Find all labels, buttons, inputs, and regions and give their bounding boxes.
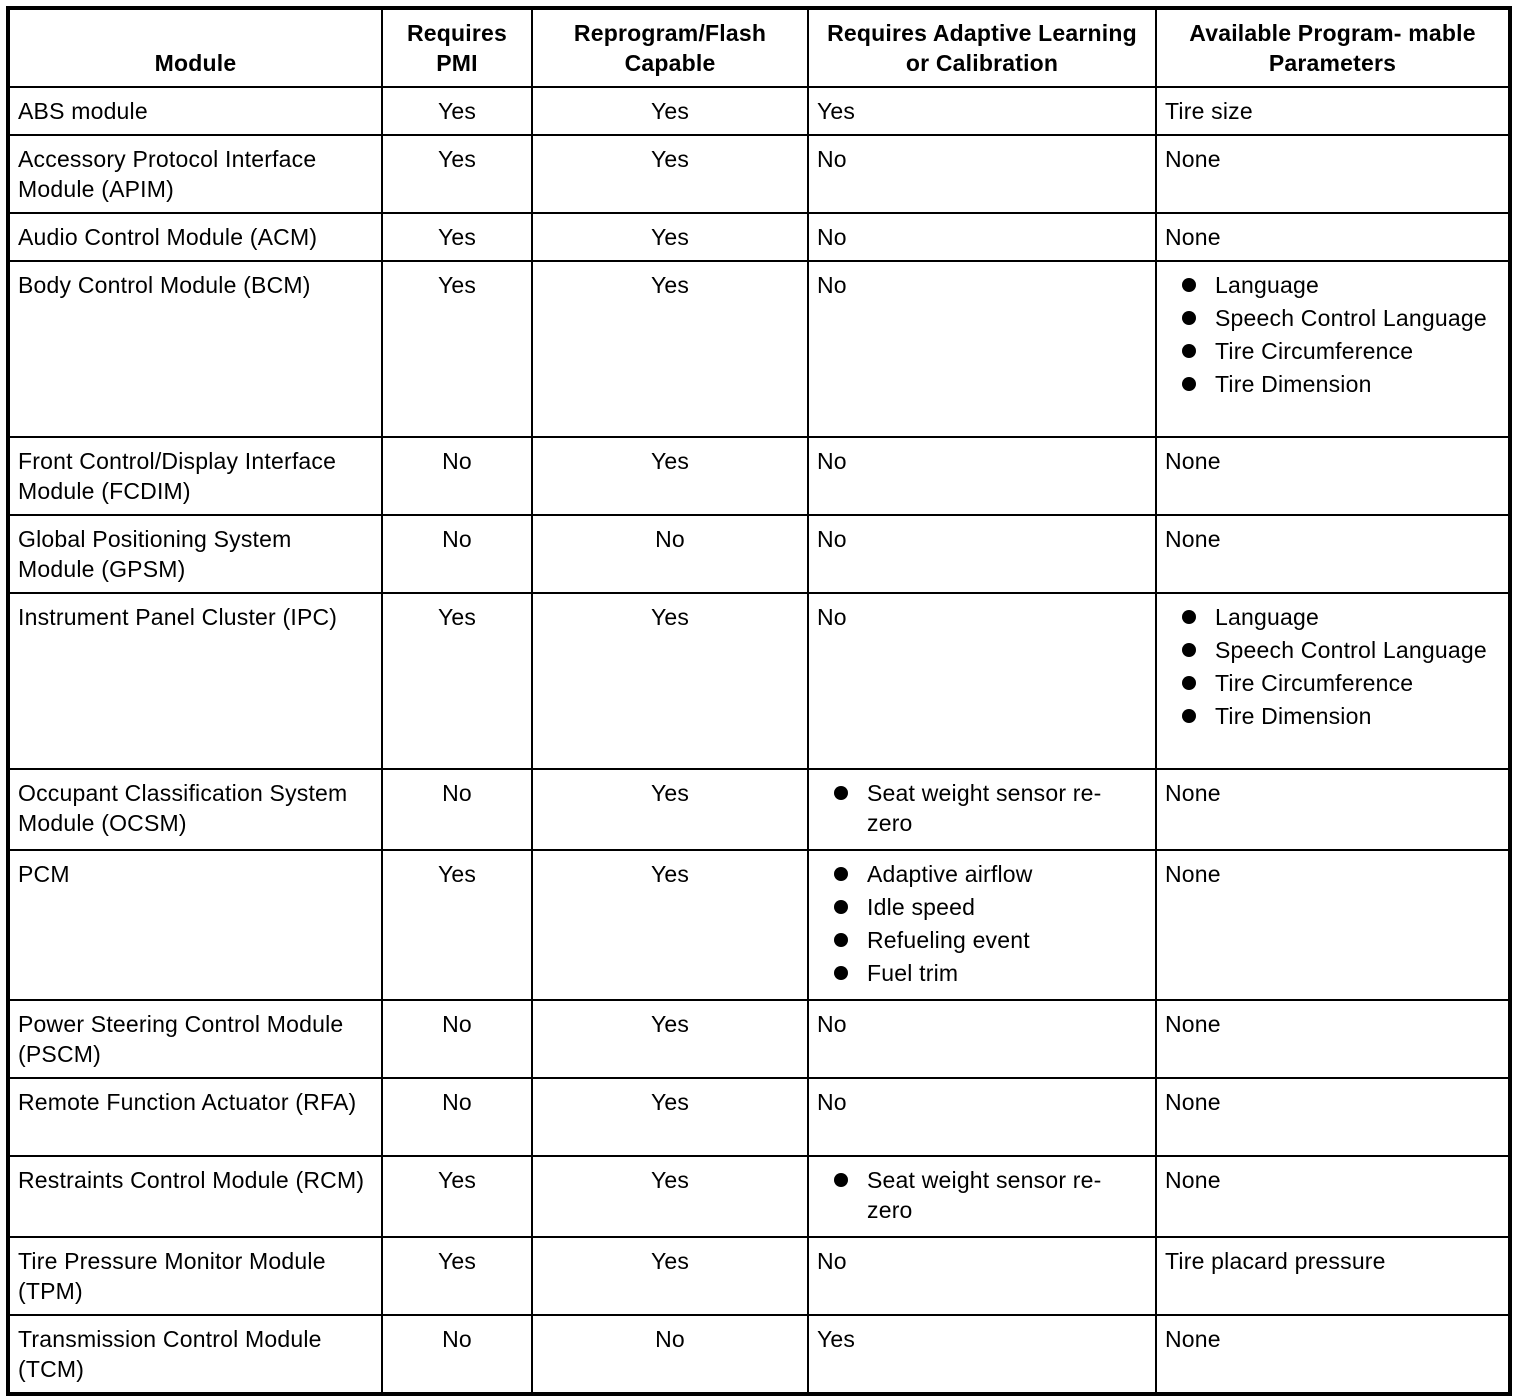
cell-reprogram-flash: Yes	[532, 437, 808, 515]
cell-module: Audio Control Module (ACM)	[8, 213, 382, 261]
cell-adaptive-learning: No	[808, 1078, 1156, 1156]
cell-requires-pmi: Yes	[382, 87, 532, 135]
cell-adaptive-learning: No	[808, 593, 1156, 769]
table-row	[8, 213, 1510, 261]
cell-requires-pmi: No	[382, 437, 532, 515]
cell-requires-pmi: Yes	[382, 593, 532, 769]
cell-requires-pmi: Yes	[382, 213, 532, 261]
cell-reprogram-flash: Yes	[532, 87, 808, 135]
header-requires-pmi-line: Requires	[406, 20, 508, 46]
bullet-item: Adaptive airflow	[817, 859, 1147, 889]
cell-requires-pmi: Yes	[382, 1156, 532, 1237]
cell-adaptive-learning: No	[808, 1237, 1156, 1315]
cell-requires-pmi: Yes	[382, 1237, 532, 1315]
header-programmable-parameters	[1156, 8, 1510, 87]
bullet-item: Tire Circumference	[1165, 336, 1500, 366]
table-row	[8, 769, 1510, 850]
cell-reprogram-flash: Yes	[532, 1078, 808, 1156]
cell-programmable-parameters: Tire placard pressure	[1156, 1237, 1510, 1315]
cell-adaptive-learning: No	[808, 515, 1156, 593]
cell-module: Global Positioning System Module (GPSM)	[8, 515, 382, 593]
table-body	[8, 87, 1510, 1394]
cell-programmable-parameters: None	[1156, 1156, 1510, 1237]
table-row	[8, 515, 1510, 593]
cell-programmable-parameters: None	[1156, 437, 1510, 515]
cell-reprogram-flash: Yes	[532, 135, 808, 213]
cell-module: Body Control Module (BCM)	[8, 261, 382, 437]
cell-adaptive-learning: No	[808, 213, 1156, 261]
cell-programmable-parameters-list	[1165, 602, 1500, 731]
cell-module: Remote Function Actuator (RFA)	[8, 1078, 382, 1156]
cell-reprogram-flash: No	[532, 515, 808, 593]
bullet-item: Tire Dimension	[1165, 369, 1500, 399]
cell-adaptive-learning: No	[808, 1000, 1156, 1078]
cell-programmable-parameters: None	[1156, 1315, 1510, 1394]
cell-reprogram-flash: Yes	[532, 213, 808, 261]
bullet-item: Refueling event	[817, 925, 1147, 955]
cell-adaptive-learning-list	[817, 778, 1147, 838]
header-reprogram-flash-line: Capable	[624, 50, 716, 76]
cell-module: Instrument Panel Cluster (IPC)	[8, 593, 382, 769]
cell-requires-pmi: Yes	[382, 261, 532, 437]
table-row	[8, 1237, 1510, 1315]
bullet-item: Language	[1165, 270, 1500, 300]
table-row	[8, 135, 1510, 213]
bullet-item: Tire Circumference	[1165, 668, 1500, 698]
cell-module: Accessory Protocol Interface Module (APIM)	[8, 135, 382, 213]
bullet-item: Speech Control Language	[1165, 303, 1500, 333]
cell-requires-pmi: No	[382, 769, 532, 850]
module-programming-table	[6, 6, 1512, 1396]
header-reprogram-flash	[532, 8, 808, 87]
cell-programmable-parameters	[1156, 261, 1510, 437]
cell-programmable-parameters: None	[1156, 1000, 1510, 1078]
table-row	[8, 850, 1510, 1000]
cell-programmable-parameters: None	[1156, 850, 1510, 1000]
bullet-item: Idle speed	[817, 892, 1147, 922]
cell-adaptive-learning	[808, 769, 1156, 850]
cell-requires-pmi: No	[382, 1078, 532, 1156]
bullet-item: Speech Control Language	[1165, 635, 1500, 665]
header-programmable-parameters-line: Parameters	[1268, 50, 1397, 76]
cell-module: Front Control/Display Interface Module (FCDIM)	[8, 437, 382, 515]
cell-adaptive-learning: No	[808, 437, 1156, 515]
cell-reprogram-flash: Yes	[532, 261, 808, 437]
cell-adaptive-learning: No	[808, 261, 1156, 437]
cell-programmable-parameters: Tire size	[1156, 87, 1510, 135]
cell-adaptive-learning: No	[808, 135, 1156, 213]
cell-requires-pmi: Yes	[382, 850, 532, 1000]
cell-programmable-parameters: None	[1156, 213, 1510, 261]
cell-programmable-parameters: None	[1156, 1078, 1510, 1156]
cell-adaptive-learning-list	[817, 859, 1147, 988]
cell-programmable-parameters: None	[1156, 515, 1510, 593]
bullet-item: Language	[1165, 602, 1500, 632]
bullet-item: Seat weight sensor re-zero	[817, 778, 1147, 838]
cell-module: Transmission Control Module (TCM)	[8, 1315, 382, 1394]
cell-adaptive-learning-list	[817, 1165, 1147, 1225]
cell-adaptive-learning	[808, 850, 1156, 1000]
header-programmable-parameters-line: Available Program- mable	[1189, 20, 1476, 46]
table-row	[8, 593, 1510, 769]
table-row	[8, 437, 1510, 515]
table-row	[8, 1156, 1510, 1237]
cell-module: Occupant Classification System Module (OCSM)	[8, 769, 382, 850]
cell-reprogram-flash: Yes	[532, 1156, 808, 1237]
cell-adaptive-learning: Yes	[808, 87, 1156, 135]
header-module-line: Module	[154, 50, 237, 76]
header-adaptive-learning-line: or Calibration	[905, 50, 1059, 76]
cell-adaptive-learning: Yes	[808, 1315, 1156, 1394]
bullet-item: Fuel trim	[817, 958, 1147, 988]
cell-reprogram-flash: Yes	[532, 593, 808, 769]
cell-module: ABS module	[8, 87, 382, 135]
cell-reprogram-flash: Yes	[532, 850, 808, 1000]
table-header	[8, 8, 1510, 87]
cell-reprogram-flash: Yes	[532, 1000, 808, 1078]
cell-programmable-parameters-list	[1165, 270, 1500, 399]
table-row	[8, 261, 1510, 437]
cell-programmable-parameters: None	[1156, 769, 1510, 850]
header-row	[8, 8, 1510, 87]
cell-programmable-parameters	[1156, 593, 1510, 769]
header-adaptive-learning-line: Requires Adaptive Learning	[827, 20, 1137, 46]
bullet-item: Seat weight sensor re-zero	[817, 1165, 1147, 1225]
header-requires-pmi-line: PMI	[436, 50, 478, 76]
header-adaptive-learning	[808, 8, 1156, 87]
cell-module: PCM	[8, 850, 382, 1000]
header-module	[8, 8, 382, 87]
cell-requires-pmi: No	[382, 515, 532, 593]
cell-requires-pmi: No	[382, 1315, 532, 1394]
cell-module: Tire Pressure Monitor Module (TPM)	[8, 1237, 382, 1315]
table-row	[8, 87, 1510, 135]
header-reprogram-flash-line: Reprogram/Flash	[573, 20, 767, 46]
header-requires-pmi	[382, 8, 532, 87]
cell-reprogram-flash: Yes	[532, 1237, 808, 1315]
cell-reprogram-flash: Yes	[532, 769, 808, 850]
cell-adaptive-learning	[808, 1156, 1156, 1237]
table-row	[8, 1078, 1510, 1156]
cell-requires-pmi: No	[382, 1000, 532, 1078]
table-row	[8, 1315, 1510, 1394]
cell-reprogram-flash: No	[532, 1315, 808, 1394]
bullet-item: Tire Dimension	[1165, 701, 1500, 731]
cell-requires-pmi: Yes	[382, 135, 532, 213]
cell-module: Power Steering Control Module (PSCM)	[8, 1000, 382, 1078]
cell-module: Restraints Control Module (RCM)	[8, 1156, 382, 1237]
cell-programmable-parameters: None	[1156, 135, 1510, 213]
table-row	[8, 1000, 1510, 1078]
